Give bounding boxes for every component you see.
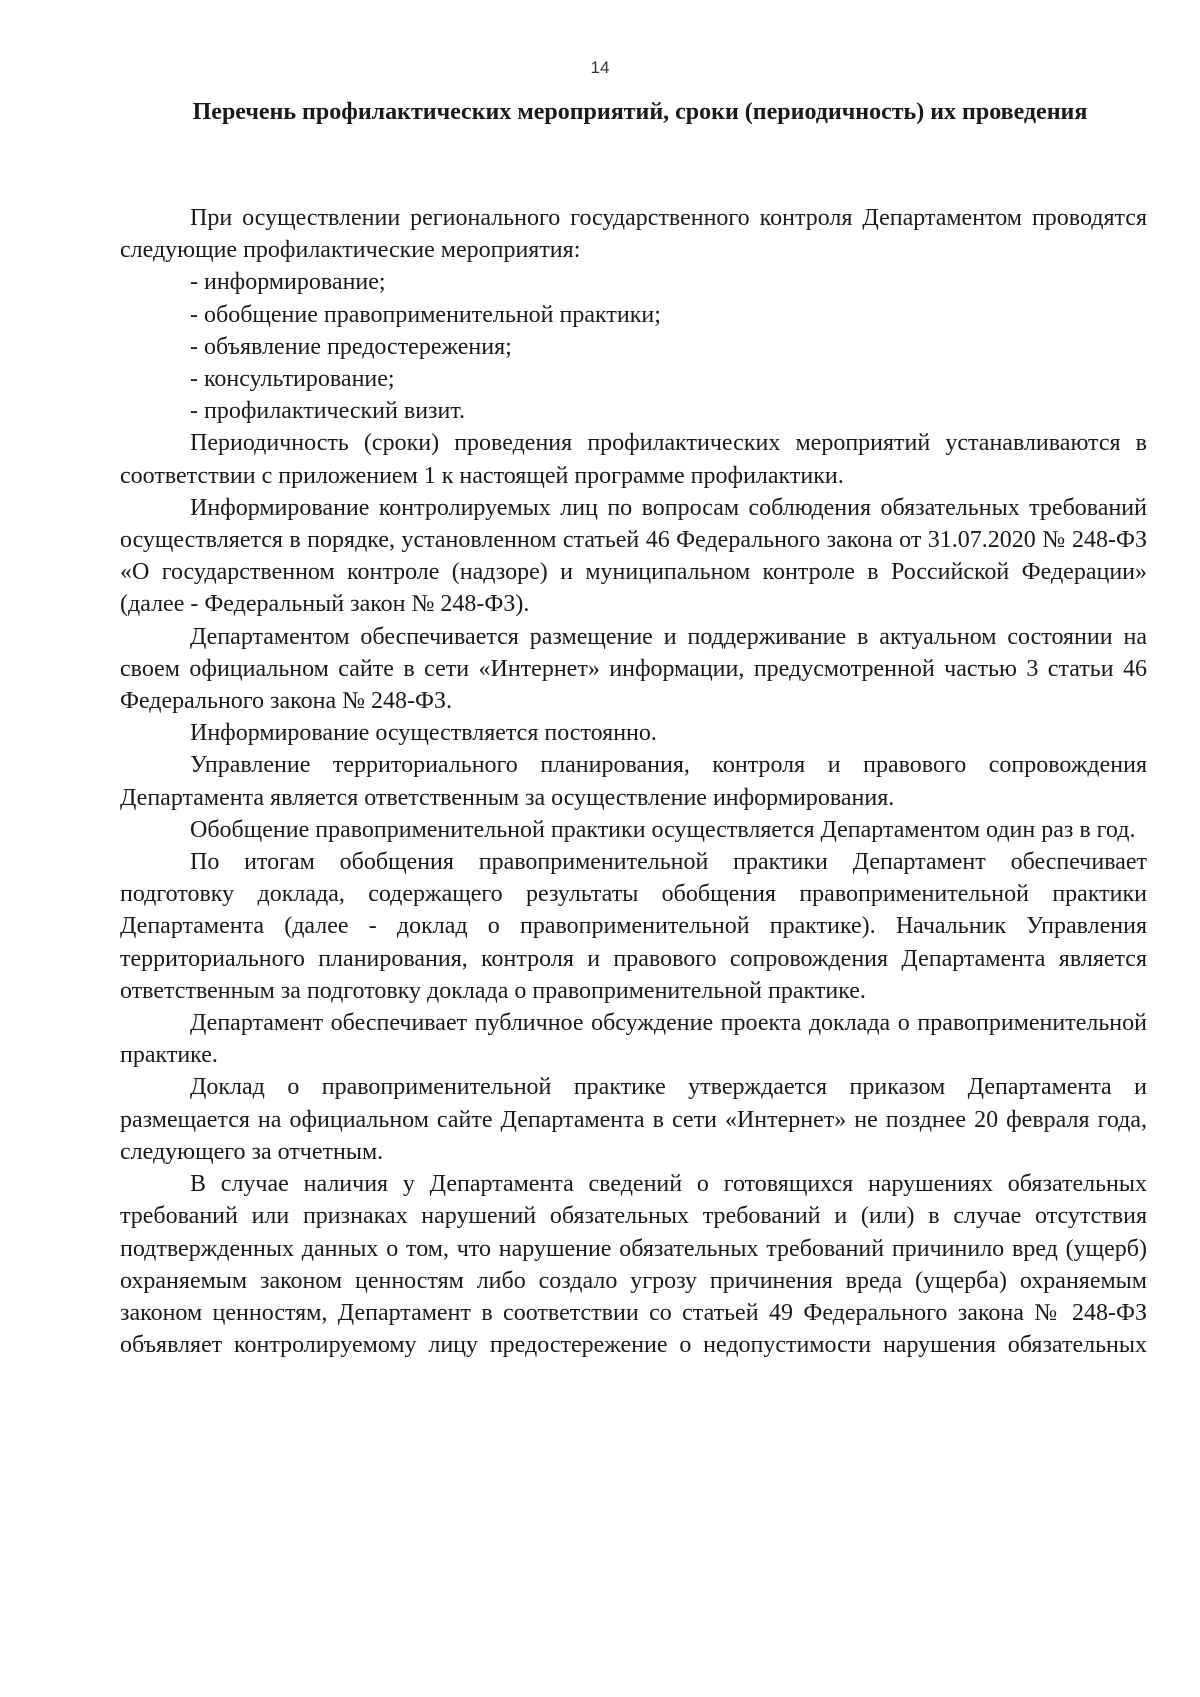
list-item: - профилактический визит.	[190, 398, 466, 425]
list-item: - обобщение правоприменительной практики;	[190, 301, 661, 328]
paragraph-public-discussion: Департамент обеспечивает публичное обсуждение проекта доклада о правоприменительной практике.	[120, 1010, 1147, 1069]
paragraph-informing-constant: Информирование осуществляется постоянно.	[190, 720, 657, 747]
paragraph-generalization: Обобщение правоприменительной практики осуществляется Департаментом один раз в год.	[190, 816, 1136, 843]
list-item: - консультирование;	[190, 366, 395, 393]
paragraph-website: Департаментом обеспечивается размещение и поддерживание в актуальном состоянии на своем официальном сайте в сети «Интернет» информации, предусмотренной частью 3 статьи 46 Федерального закона № 248-ФЗ.	[120, 623, 1147, 715]
list-item: - информирование;	[190, 269, 386, 296]
paragraph-report: По итогам обобщения правоприменительной практики Департамент обеспечивает подготовку доклада, содержащего результаты обобщения правоприменительной практики Департамента (далее - доклад о правоприменительной практике). Начальник Управления территориального планирования, контроля и правового сопровождения Департамента является ответственным за подготовку доклада о правоприменительной практике.	[120, 849, 1147, 1004]
paragraph-periodicity: Периодичность (сроки) проведения профилактических мероприятий устанавливаются в соответствии с приложением 1 к настоящей программе профилактики.	[120, 430, 1147, 489]
paragraph-warning: В случае наличия у Департамента сведений о готовящихся нарушениях обязательных требований или признаках нарушений обязательных требований и (или) в случае отсутствия подтвержденных данных о том, что нарушение обязательных требований причинило вред (ущерб) охраняемым законом ценностям либо создало угрозу причинения вреда (ущерба) охраняемым законом ценностям, Департамент в соответствии со статьей 49 Федерального закона № 248-ФЗ объявляет контролируемому лицу предостережение о недопустимости нарушения обязательных	[120, 1171, 1147, 1359]
page-number: 14	[590, 58, 610, 77]
paragraph-report-approval: Доклад о правоприменительной практике утверждается приказом Департамента и размещается на официальном сайте Департамента в сети «Интернет» не позднее 20 февраля года, следующего за отчетным.	[120, 1074, 1147, 1165]
intro-paragraph: При осуществлении регионального государственного контроля Департаментом проводятся следующие профилактические мероприятия:	[120, 205, 1147, 264]
document-body	[120, 202, 1147, 1361]
section-title: Перечень профилактических мероприятий, сроки (периодичность) их проведения	[192, 99, 1088, 125]
paragraph-responsible-unit: Управление территориального планирования, контроля и правового сопровождения Департамента является ответственным за осуществление информирования.	[120, 752, 1147, 811]
paragraph-informing-procedure: Информирование контролируемых лиц по вопросам соблюдения обязательных требований осуществляется в порядке, установленном статьей 46 Федерального закона от 31.07.2020 № 248-ФЗ «О государственном контроле (надзоре) и муниципальном контроле в Российской Федерации» (далее - Федеральный закон № 248-ФЗ).	[120, 494, 1147, 618]
list-item: - объявление предостережения;	[190, 333, 512, 360]
